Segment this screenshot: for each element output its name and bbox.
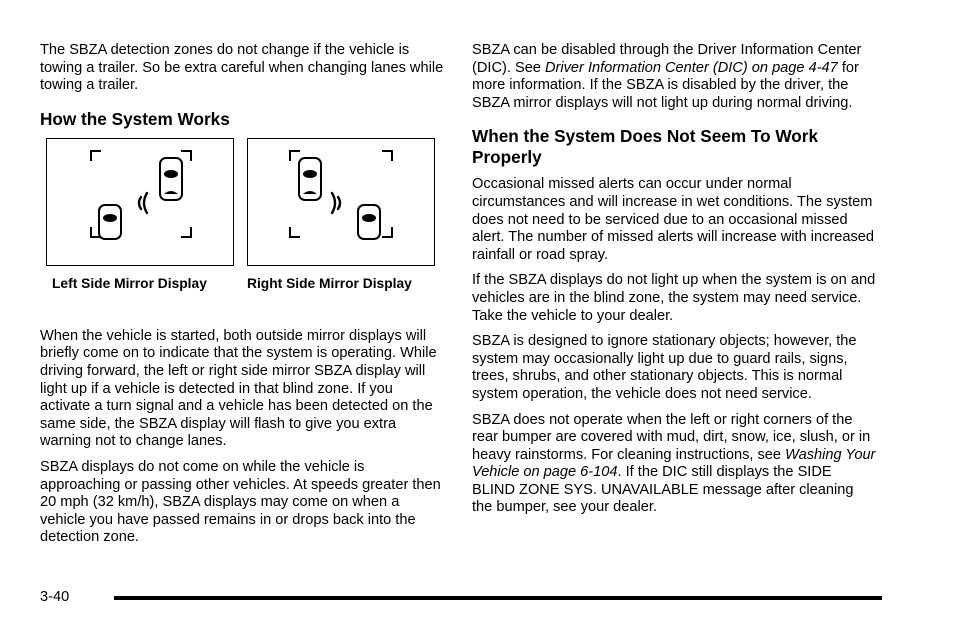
detected-car-icon [358, 205, 380, 239]
left-mirror-display-diagram-icon [47, 139, 232, 264]
dic-reference-link: Driver Information Center (DIC) on page 4-47 [544, 59, 838, 76]
warning-waves-icon [332, 193, 340, 213]
right-mirror-caption: Right Side Mirror Display [247, 275, 412, 291]
text-span: SBZA can be disabled through the Driver Information Center (DIC). See [472, 42, 862, 76]
washing-reference-link: Washing Your Vehicle on page 6-104 [472, 446, 876, 481]
stationary-objects-paragraph: SBZA is designed to ignore stationary objects; however, the system may occasionally light up due to guard rails, signs, trees, shrubs, and other stationary objects. This is normal system operation, the vehicle does not need service. [472, 333, 857, 402]
footer-rule [114, 596, 882, 600]
host-car-icon [299, 158, 321, 200]
host-car-icon [160, 158, 182, 200]
not-working-heading: When the System Does Not Seem To Work Properly [472, 126, 819, 168]
text-span: for more information. If the SBZA is disabled by the driver, the SBZA mirror displays will not light up during normal driving. [472, 59, 859, 111]
system-operation-paragraph: When the vehicle is started, both outside mirror displays will briefly come on to indicate that the system is operating. While driving forward, the left or right side mirror SBZA display will light up if a vehicle is detected in that blind zone. If you activate a turn signal and a vehicle has been detected on the same side, the SBZA display will flash to give you extra warning not to change lanes. [40, 327, 437, 450]
page-number: 3-40 [40, 589, 70, 605]
right-mirror-display-diagram-icon [248, 139, 433, 264]
left-mirror-display-figure [46, 138, 234, 266]
left-column [40, 42, 445, 555]
right-column [472, 42, 877, 525]
right-mirror-display-figure [247, 138, 435, 266]
bumper-covered-paragraph [472, 412, 877, 518]
warning-waves-icon [139, 193, 147, 213]
mirror-display-figures [40, 138, 445, 316]
disable-sbza-paragraph [472, 42, 877, 112]
how-system-works-heading: How the System Works [40, 108, 230, 129]
text-span: SBZA does not operate when the left or right corners of the rear bumper are covered with mud, dirt, snow, ice, slush, or in heavy rainstorms. For cleaning instructions, see [472, 411, 871, 463]
missed-alerts-paragraph: Occasional missed alerts can occur under normal circumstances and will increase in wet conditions. The system does not need to be serviced due to an occasional missed alert. The number of missed alerts will increase with increased rainfall or road spray. [472, 176, 875, 263]
text-span: . If the DIC still displays the SIDE BLIND ZONE SYS. UNAVAILABLE message after cleaning the bumper, see your dealer. [472, 464, 854, 516]
towing-paragraph: The SBZA detection zones do not change if the vehicle is towing a trailer. So be extra careful when changing lanes while towing a trailer. [40, 42, 444, 94]
detected-car-icon [99, 205, 121, 239]
left-mirror-caption: Left Side Mirror Display [52, 275, 207, 291]
approaching-vehicles-paragraph: SBZA displays do not come on while the vehicle is approaching or passing other vehicles. At speeds greater then 20 mph (32 km/h), SBZA displays may come on when a vehicle you have passed remains in or drops back into the detection zone. [40, 458, 441, 546]
needs-service-paragraph: If the SBZA displays do not light up when the system is on and vehicles are in the blind zone, the system may need service. Take the vehicle to your dealer. [472, 272, 876, 324]
